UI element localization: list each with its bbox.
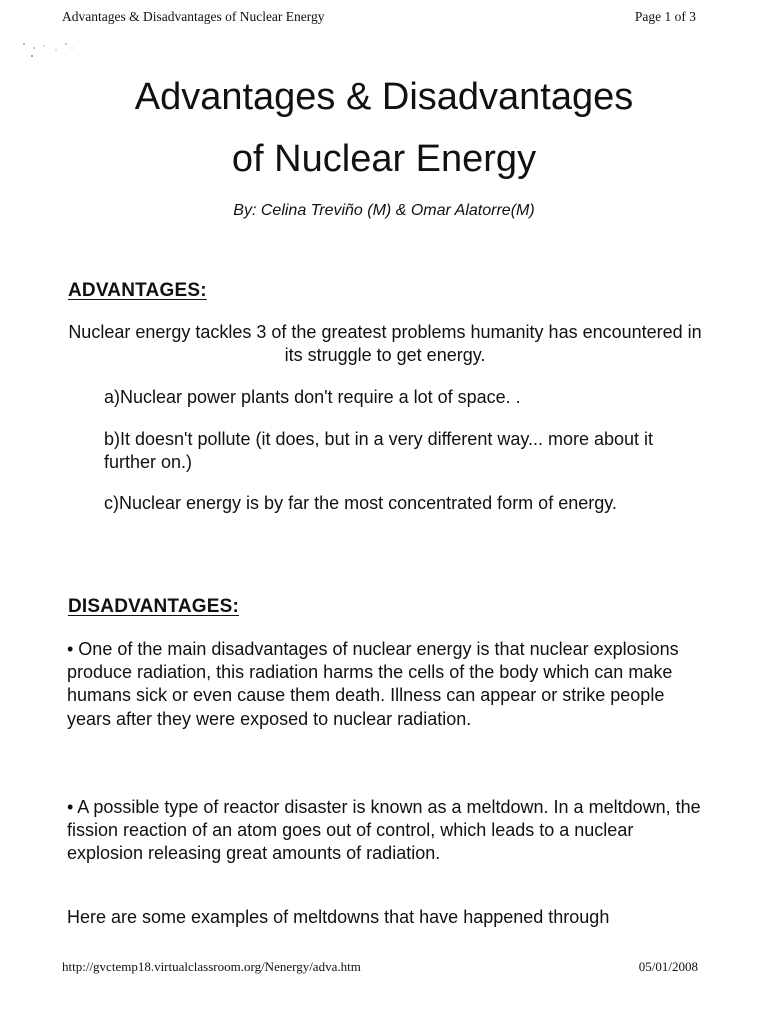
scan-speckles: [20, 38, 90, 68]
advantage-item-a: a)Nuclear power plants don't require a lot of space. .: [104, 387, 521, 407]
print-header-page-number: Page 1 of 3: [634, 9, 696, 24]
author-byline: By: Celina Treviño (M) & Omar Alatorre(M): [233, 202, 535, 219]
advantages-heading: ADVANTAGES:: [68, 280, 207, 301]
advantage-item-b: b)It doesn't pollute (it does, but in a very different way... more about it further on.): [104, 429, 654, 472]
print-footer-url: http://gvctemp18.virtualclassroom.org/Nenergy/adva.htm: [62, 959, 361, 974]
print-header-title: Advantages & Disadvantages of Nuclear Energy: [62, 9, 325, 24]
disadvantage-paragraph-radiation: • One of the main disadvantages of nuclear energy is that nuclear explosions produce radiation, this radiation harms the cells of the body which can make humans sick or even cause them death. Illness can appear or strike people years after they were exposed to nuclear radiation.: [67, 639, 679, 729]
disadvantages-heading: DISADVANTAGES:: [68, 596, 239, 617]
advantages-intro: Nuclear energy tackles 3 of the greatest problems humanity has encountered in its struggle to get energy.: [68, 322, 702, 365]
disadvantage-paragraph-meltdown: • A possible type of reactor disaster is known as a meltdown. In a meltdown, the fission reaction of an atom goes out of control, which leads to a nuclear explosion releasing great amounts of radiation.: [67, 797, 701, 864]
document-title-line-2: of Nuclear Energy: [231, 138, 537, 180]
advantage-item-c: c)Nuclear energy is by far the most concentrated form of energy.: [104, 493, 617, 513]
meltdown-examples-intro: Here are some examples of meltdowns that have happened through: [67, 907, 610, 927]
print-footer-date: 05/01/2008: [638, 959, 698, 974]
document-title-line-1: Advantages & Disadvantages: [134, 76, 634, 118]
